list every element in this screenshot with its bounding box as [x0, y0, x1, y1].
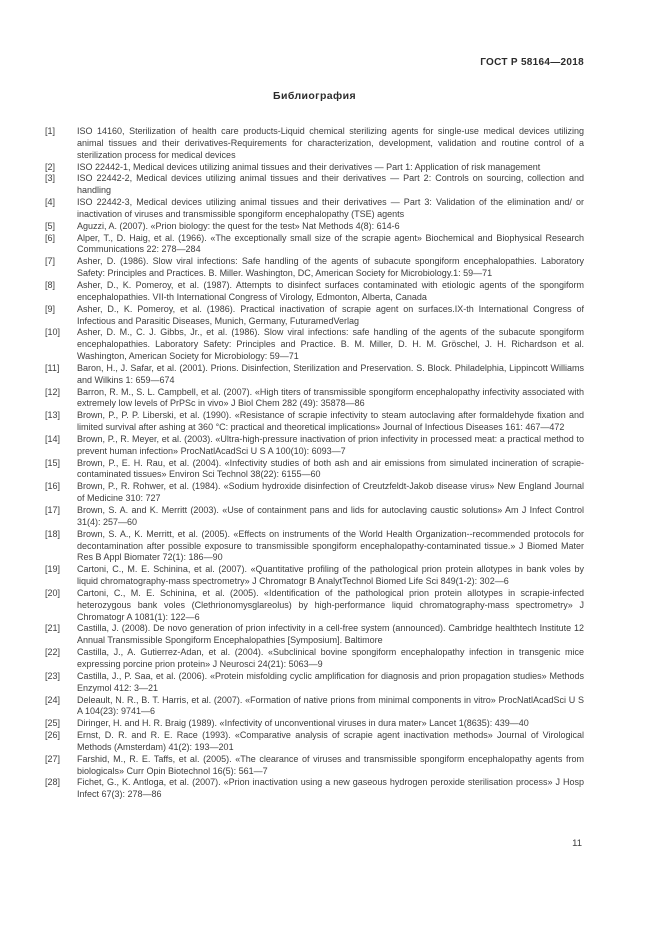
reference-item: [45, 777, 584, 801]
reference-number: [16]: [45, 481, 61, 492]
reference-number: [25]: [45, 718, 61, 729]
reference-text: Brown, P., P. P. Liberski, et al. (1990). «Resistance of scrapie infectivity to steam autoclaving after formaldehyde fixation and limited survival after ashing at 360 °C: practical and theoretical implications» Journal of Infectious Diseases 161: 467—472: [77, 410, 584, 433]
reference-number: [14]: [45, 433, 61, 444]
reference-text: ISO 22442-3, Medical devices utilizing animal tissues and their derivatives — Part 3: Validation of the elimination and/ or inactivation of viruses and transmissible spongiform encephalopathy (TSE) agents: [77, 197, 584, 219]
reference-text: Baron, H., J. Safar, et al. (2001). Prions. Disinfection, Sterilization and Preservation. S. Block. Philadelphia, Lippincott Williams and Wilkins 1: 659—674: [77, 362, 584, 385]
reference-number: [5]: [45, 220, 56, 231]
reference-text: Brown, S. A., K. Merritt, et al. (2005). «Effects on instruments of the World Health Organization--recommended protocols for decontamination after possible exposure to transmissible spongiform encephalopathy-contaminated tissue.» J Biomed Mater Res B Appl Biomater 72(1): 186—90: [77, 528, 584, 563]
reference-number: [27]: [45, 753, 61, 764]
reference-item: [45, 304, 584, 328]
reference-item: [45, 718, 584, 730]
reference-text: Cartoni, C., M. E. Schinina, et al. (2005). «Identification of the pathological prion protein allotypes in scrapie-infected heterozygous bank voles (Clethrionomysglareolus) by high-performance liquid chromatography-mass spectrometry» J Chromatogr A 1081(1): 122—6: [77, 587, 584, 622]
reference-number: [26]: [45, 730, 61, 741]
reference-text: Asher, D., K. Pomeroy, et al. (1986). Practical inactivation of scrapie agent on surfaces.IX-th International Congress of Infectious and Parasitic Diseases, Munich, Germany, FuturamedVerlag: [77, 303, 584, 326]
reference-text: Asher, D. (1986). Slow viral infections: Safe handling of the agents of subacute spongiform encephalopathies. Laboratory Safety: Principles and Practices. B. Miller. Washington, DC, American Society for Microbiology.1: 59—71: [77, 256, 584, 279]
reference-number: [3]: [45, 173, 56, 184]
reference-item: [45, 505, 584, 529]
reference-text: Brown, S. A. and K. Merritt (2003). «Use of containment pans and lids for autoclaving caustic solutions» Am J Infect Control 31(4): 257—60: [77, 505, 584, 527]
reference-text: Asher, D. M., C. J. Gibbs, Jr., et al. (1986). Slow viral infections: safe handling of the agents of the subacute spongiform encephalopathies. Laboratory Safety: Principles and Practice. B. M. Miller, D. H. M. Gröschel, J. H. Richardson et al. Washington, American Society for Microbiology: 59—71: [77, 327, 584, 362]
reference-text: ISO 22442-1, Medical devices utilizing animal tissues and their derivatives — Part 1: Application of risk management: [77, 161, 541, 172]
reference-item: [45, 363, 584, 387]
reference-text: Aguzzi, A. (2007). «Prion biology: the quest for the test» Nat Methods 4(8): 614-6: [77, 220, 400, 231]
reference-number: [4]: [45, 197, 56, 208]
reference-number: [10]: [45, 327, 61, 338]
reference-item: [45, 695, 584, 719]
reference-item: [45, 434, 584, 458]
reference-number: [2]: [45, 161, 56, 172]
reference-number: [21]: [45, 623, 61, 634]
reference-text: Alper, T., D. Haig, et al. (1966). «The exceptionally small size of the scrapie agent» Biochemical and Biophysical Research Communications 22: 278—284: [77, 232, 584, 255]
reference-item: [45, 410, 584, 434]
reference-number: [23]: [45, 670, 61, 681]
reference-number: [28]: [45, 777, 61, 788]
reference-number: [22]: [45, 647, 61, 658]
reference-item: [45, 162, 584, 174]
page-number: 11: [572, 838, 582, 849]
reference-text: Fichet, G., K. Antloga, et al. (2007). «Prion inactivation using a new gaseous hydrogen peroxide sterilisation process» J Hosp Infect 67(3): 278—86: [77, 777, 584, 800]
reference-number: [12]: [45, 386, 61, 397]
reference-item: [45, 387, 584, 411]
reference-item: [45, 221, 584, 233]
reference-text: Farshid, M., R. E. Taffs, et al. (2005). «The clearance of viruses and transmissible spongiform encephalopathy agents from biologicals» Curr Opin Biotechnol 16(5): 561—7: [77, 753, 584, 776]
reference-text: Diringer, H. and H. R. Braig (1989). «Infectivity of unconventional viruses in dura mater» Lancet 1(8635): 439—40: [77, 718, 529, 729]
reference-text: Brown, P., R. Meyer, et al. (2003). «Ultra-high-pressure inactivation of prion infectivity in processed meat: a practical method to prevent human infection» ProcNatlAcadSci U S A 100(10): 6093—7: [77, 433, 584, 456]
reference-text: Asher, D., K. Pomeroy, et al. (1987). Attempts to disinfect surfaces contaminated with etiologic agents of the spongiform encephalopathies. VII-th International Congress of Virology, Edmonton, Alberta, Canada: [77, 279, 584, 302]
reference-text: Castilla, J., P. Saa, et al. (2006). «Protein misfolding cyclic amplification for diagnosis and prion propagation studies» Methods Enzymol 412: 3—21: [77, 670, 584, 693]
reference-text: Deleault, N. R., B. T. Harris, et al. (2007). «Formation of native prions from minimal components in vitro» ProcNatlAcadSci U S A 104(23): 9741—6: [77, 694, 584, 717]
bibliography-list: [45, 126, 584, 801]
reference-number: [13]: [45, 410, 61, 421]
reference-number: [24]: [45, 694, 61, 705]
reference-item: [45, 623, 584, 647]
reference-number: [7]: [45, 256, 56, 267]
reference-item: [45, 327, 584, 363]
reference-text: Brown, P., E. H. Rau, et al. (2004). «Infectivity studies of both ash and air emissions from simulated incineration of scrapie-contaminated tissues» Environ Sci Technol 38(22): 6155—60: [77, 457, 584, 480]
section-title: Библиография: [273, 90, 356, 102]
reference-text: Castilla, J. (2008). De novo generation of prion infectivity in a cell-free system (announced). Cambridge healthtech Institute 12 Annual Transmissible Spongiform Encephalopathies [Symposium]. Baltimore: [77, 623, 584, 646]
reference-item: [45, 233, 584, 257]
reference-item: [45, 197, 584, 221]
reference-item: [45, 647, 584, 671]
reference-number: [17]: [45, 505, 61, 515]
reference-number: [6]: [45, 232, 56, 243]
reference-text: ISO 14160, Sterilization of health care products-Liquid chemical sterilizing agents for single-use medical devices utilizing animal tissues and their derivatives-Requirements for characterization, development, validation and routine control of a sterilization process for medical devices: [77, 126, 584, 160]
reference-item: [45, 481, 584, 505]
reference-item: [45, 754, 584, 778]
reference-text: Barron, R. M., S. L. Campbell, et al. (2007). «High titers of transmissible spongiform encephalopathy infectivity associated with extremely low levels of PrPSc in vivo» J Biol Chem 282 (49): 35878—86: [77, 386, 584, 409]
reference-number: [15]: [45, 457, 61, 468]
reference-number: [19]: [45, 564, 61, 575]
reference-number: [18]: [45, 528, 61, 539]
reference-item: [45, 529, 584, 565]
reference-item: [45, 671, 584, 695]
reference-item: [45, 126, 584, 162]
reference-item: [45, 588, 584, 624]
reference-item: [45, 280, 584, 304]
reference-number: [11]: [45, 362, 60, 373]
reference-number: [1]: [45, 126, 56, 136]
reference-text: ISO 22442-2, Medical devices utilizing animal tissues and their derivatives — Part 2: Controls on sourcing, collection and handling: [77, 173, 584, 196]
reference-text: Cartoni, C., M. E. Schinina, et al. (2007). «Quantitative profiling of the pathological prion protein allotypes in bank voles by liquid chromatography-mass spectrometry» J Chromatogr B AnalytTechnol Biomed Life Sci 849(1-2): 302—6: [77, 564, 584, 587]
reference-text: Brown, P., R. Rohwer, et al. (1984). «Sodium hydroxide disinfection of Creutzfeldt-Jakob disease virus» New England Journal of Medicine 310: 727: [77, 481, 584, 504]
reference-number: [9]: [45, 303, 56, 314]
reference-item: [45, 730, 584, 754]
reference-number: [8]: [45, 279, 56, 290]
reference-item: [45, 256, 584, 280]
standard-code: ГОСТ Р 58164—2018: [480, 57, 584, 68]
reference-item: [45, 564, 584, 588]
reference-text: Castilla, J., A. Gutierrez-Adan, et al. (2004). «Subclinical bovine spongiform encephalopathy infection in transgenic mice expressing porcine prion protein» J Neurosci 24(21): 5063—9: [77, 647, 584, 669]
reference-number: [20]: [45, 587, 61, 598]
reference-item: [45, 173, 584, 197]
reference-item: [45, 458, 584, 482]
reference-text: Ernst, D. R. and R. E. Race (1993). «Comparative analysis of scrapie agent inactivation methods» Journal of Virological Methods (Amsterdam) 41(2): 193—201: [77, 730, 584, 752]
